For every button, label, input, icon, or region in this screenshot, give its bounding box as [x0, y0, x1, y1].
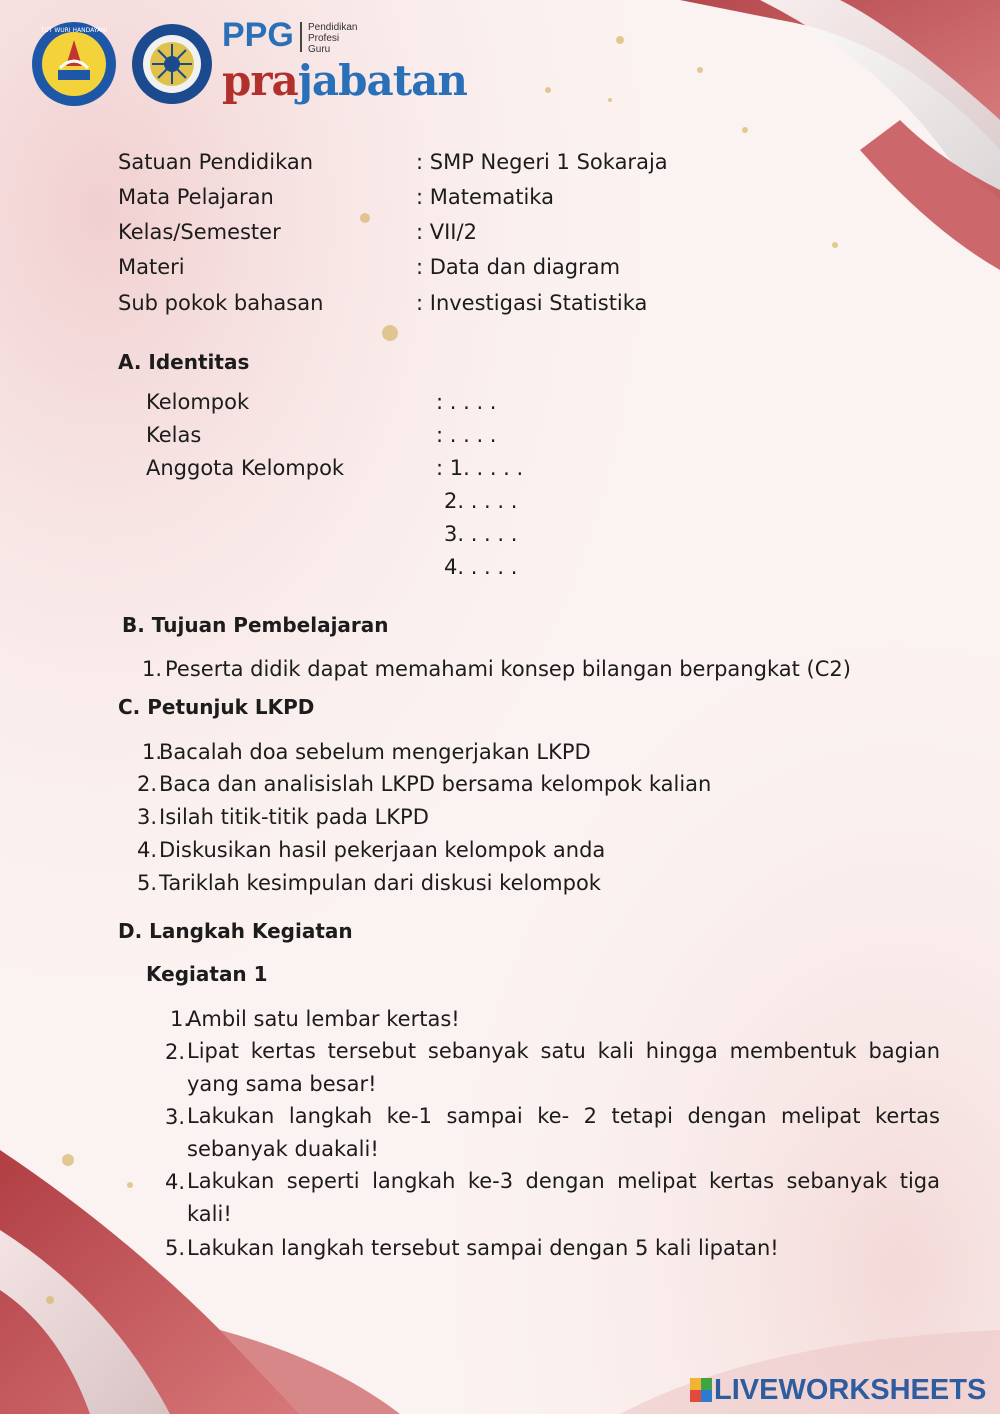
- info-value: : SMP Negeri 1 Sokaraja: [416, 150, 668, 174]
- list-number: 5.: [137, 871, 158, 895]
- tut-wuri-handayani-logo: [30, 20, 118, 108]
- list-item-cont: yang sama besar!: [187, 1072, 377, 1096]
- list-number: 3.: [137, 805, 158, 829]
- identitas-label: Kelas: [146, 423, 202, 447]
- info-value: : VII/2: [416, 220, 477, 244]
- info-label: Materi: [118, 255, 185, 279]
- list-item-cont: kali!: [187, 1202, 232, 1226]
- list-item: Tariklah kesimpulan dari diskusi kelompok: [159, 871, 601, 895]
- anggota-item[interactable]: 2. . . . .: [444, 489, 518, 513]
- anggota-item[interactable]: 4. . . . .: [444, 555, 518, 579]
- info-label: Satuan Pendidikan: [118, 150, 314, 174]
- section-heading: A. Identitas: [118, 350, 250, 374]
- list-number: 5.: [165, 1236, 186, 1260]
- liveworksheets-badge-icon: [690, 1378, 712, 1402]
- liveworksheets-text: LIVEWORKSHEETS: [714, 1374, 987, 1406]
- info-value: : Matematika: [416, 185, 554, 209]
- identitas-label: Kelompok: [146, 390, 250, 414]
- info-label: Kelas/Semester: [118, 220, 281, 244]
- list-number: 4.: [165, 1170, 186, 1194]
- list-item: Diskusikan hasil pekerjaan kelompok anda: [159, 838, 606, 862]
- section-heading: B. Tujuan Pembelajaran: [122, 613, 389, 637]
- list-item: Lipat kertas tersebut sebanyak satu kali hingga membentuk bagian: [187, 1039, 940, 1063]
- identitas-value[interactable]: : . . . .: [436, 423, 497, 447]
- identitas-value[interactable]: : . . . .: [436, 390, 497, 414]
- identitas-label: Anggota Kelompok: [146, 456, 345, 480]
- list-item: Baca dan analisislah LKPD bersama kelompok kalian: [159, 772, 712, 796]
- list-number: 1.: [170, 1007, 191, 1031]
- list-number: 2.: [165, 1040, 186, 1064]
- svg-text:TUT WURI HANDAYANI: TUT WURI HANDAYANI: [40, 27, 108, 34]
- header: TUT WURI HANDAYANI PPG Pendidikan Profesi Guru prajabatan: [30, 20, 450, 110]
- list-number: 3.: [165, 1105, 186, 1129]
- list-item: Isilah titik-titik pada LKPD: [159, 805, 429, 829]
- info-label: Mata Pelajaran: [118, 185, 274, 209]
- list-item: Lakukan langkah tersebut sampai dengan 5 kali lipatan!: [187, 1236, 779, 1260]
- list-number: 1.: [142, 740, 163, 764]
- section-heading: D. Langkah Kegiatan: [118, 919, 353, 943]
- subheading: Kegiatan 1: [146, 962, 268, 986]
- list-item: Peserta didik dapat memahami konsep bilangan berpangkat (C2): [165, 657, 851, 681]
- list-item-cont: sebanyak duakali!: [187, 1137, 379, 1161]
- list-item: Lakukan langkah ke-1 sampai ke- 2 tetapi dengan melipat kertas: [187, 1104, 940, 1128]
- university-logo: [130, 22, 214, 106]
- anggota-item[interactable]: 3. . . . .: [444, 522, 518, 546]
- list-item: Bacalah doa sebelum mengerjakan LKPD: [159, 740, 591, 764]
- info-value: : Data dan diagram: [416, 255, 621, 279]
- list-item: Lakukan seperti langkah ke-3 dengan melipat kertas sebanyak tiga: [187, 1169, 940, 1193]
- section-heading: C. Petunjuk LKPD: [118, 695, 315, 719]
- list-number: 4.: [137, 838, 158, 862]
- list-number: 2.: [137, 772, 158, 796]
- info-label: Sub pokok bahasan: [118, 291, 324, 315]
- list-number: 1.: [142, 657, 163, 681]
- info-value: : Investigasi Statistika: [416, 291, 648, 315]
- list-item: Ambil satu lembar kertas!: [187, 1007, 460, 1031]
- anggota-item[interactable]: : 1. . . . .: [436, 456, 524, 480]
